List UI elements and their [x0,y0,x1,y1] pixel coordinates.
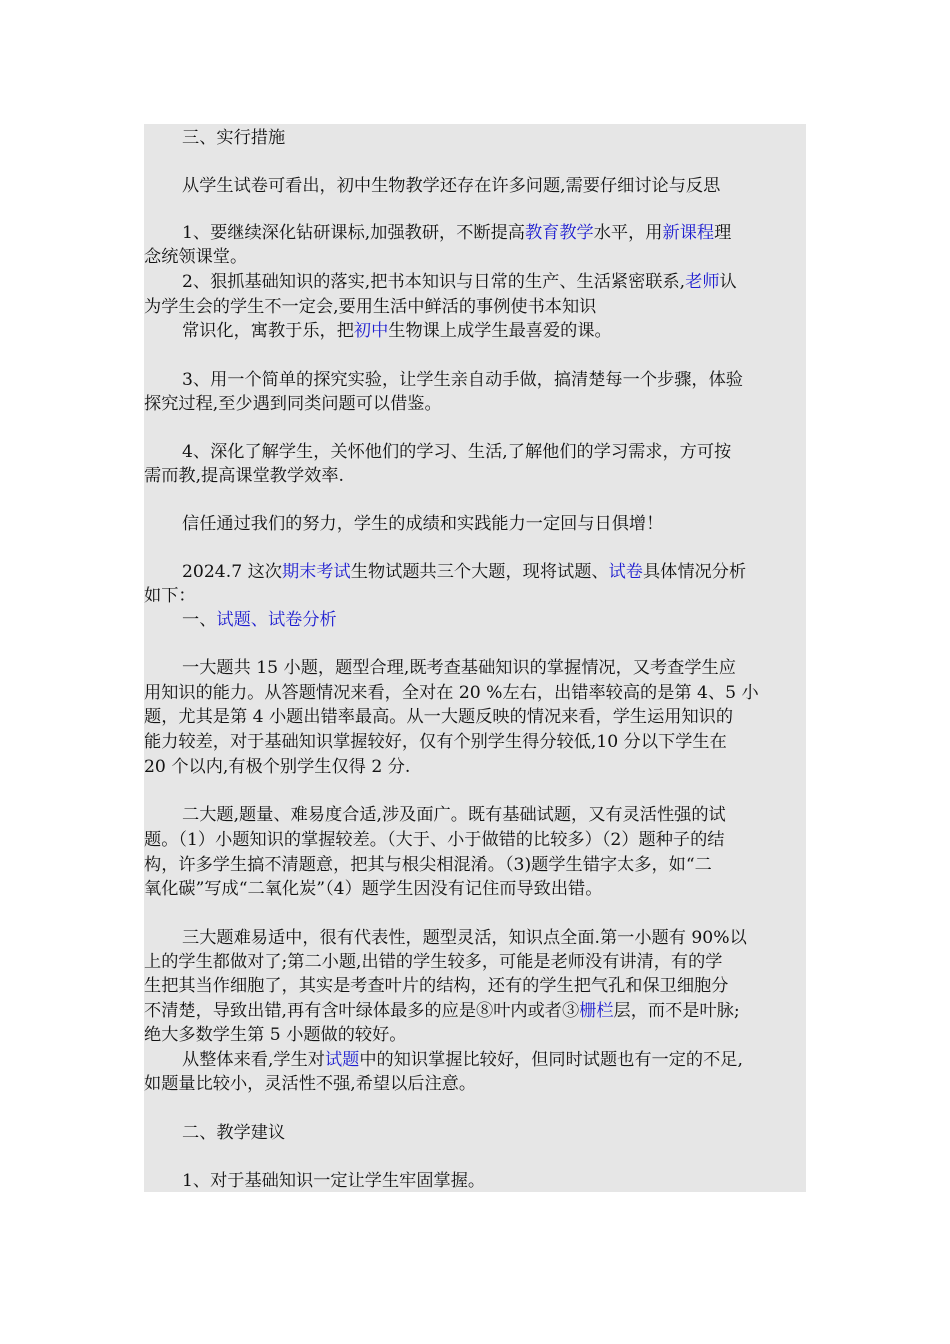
paragraph: 从整体来看,学生对试题中的知识掌握比较好，但同时试题也有一定的不足, [182,1050,743,1070]
paragraph-cont: 需而教,提高课堂教学效率. [144,466,344,486]
heading-suggestions: 二、教学建议 [182,1123,286,1143]
paragraph-cont: 20 个以内,有极个别学生仅得 2 分. [144,757,411,777]
paragraph-cont: 能力较差，对于基础知识掌握较好，仅有个别学生得分较低,10 分以下学生在 [144,732,727,752]
paragraph-cont: 用知识的能力。从答题情况来看，全对在 20 %左右，出错率较高的是第 4、5 小 [144,683,759,703]
heading-measures: 三、实行措施 [182,128,286,148]
paragraph-cont: 不清楚，导致出错,再有含叶绿体最多的应是⑧叶内或者③栅栏层，而不是叶脉; [144,1001,740,1021]
paragraph-cont: 上的学生都做对了;第二小题,出错的学生较多，可能是老师没有讲清，有的学 [144,952,723,972]
paragraph: 3、用一个简单的探究实验，让学生亲自动手做，搞清楚每一个步骤，体验 [182,370,743,390]
link-paper-analysis[interactable]: 试题、试卷分析 [216,610,337,630]
paragraph-cont: 为学生会的学生不一定会,要用生活中鲜活的事例使书本知识 [144,297,597,317]
paragraph: 1、对于基础知识一定让学生牢固掌握。 [182,1171,486,1191]
paragraph-cont: 如题量比较小，灵活性不强,希望以后注意。 [144,1074,477,1094]
link-teacher[interactable]: 老师 [685,272,720,292]
link-palisade[interactable]: 栅栏 [579,1001,614,1021]
paragraph-cont: 念统领课堂。 [144,247,248,267]
link-exam-paper[interactable]: 试卷 [608,562,643,582]
paragraph-cont: 构，许多学生搞不清题意，把其与根尖相混淆。（3)题学生错字太多，如“二 [144,855,712,875]
paragraph-cont: 探究过程,至少遇到同类问题可以借鉴。 [144,394,442,414]
link-education[interactable]: 教育教学 [524,223,594,243]
paragraph-cont: 常识化，寓教于乐，把初中生物课上成学生最喜爱的课。 [182,321,612,341]
paragraph-cont: 题，尤其是第 4 小题出错率最高。从一大题反映的情况来看，学生运用知识的 [144,707,734,727]
paragraph: 一大题共 15 小题，题型合理,既考查基础知识的掌握情况，又考查学生应 [182,658,736,678]
paragraph: 从学生试卷可看出，初中生物教学还存在许多问题,需要仔细讨论与反思 [182,176,721,196]
paragraph-cont: 如下： [144,586,196,606]
heading-analysis: 一、试题、试卷分析 [182,610,337,630]
paragraph-cont: 生把其当作细胞了，其实是考查叶片的结构，还有的学生把气孔和保卫细胞分 [144,976,729,996]
link-junior-high[interactable]: 初中 [353,321,389,341]
paragraph: 4、深化了解学生，关怀他们的学习、生活,了解他们的学习需求，方可按 [182,442,732,462]
paragraph: 2、狠抓基础知识的落实,把书本知识与日常的生产、生活紧密联系,老师认 [182,272,737,292]
link-final-exam[interactable]: 期末考试 [281,562,351,582]
paragraph: 2024.7 这次期末考试生物试题共三个大题，现将试题、试卷具体情况分析 [182,562,747,582]
paragraph-cont: 氧化碳”写成“二氧化炭”（4）题学生因没有记住而导致出错。 [144,879,603,899]
paragraph: 信任通过我们的努力，学生的成绩和实践能力一定回与日俱增！ [182,514,664,534]
paragraph: 1、要继续深化钻研课标,加强教研，不断提高教育教学水平，用新课程理 [182,223,732,243]
paragraph: 三大题难易适中，很有代表性，题型灵活，知识点全面.第一小题有 90%以 [182,928,747,948]
paragraph: 二大题,题量、难易度合适,涉及面广。既有基础试题，又有灵活性强的试 [182,805,726,825]
link-new-curriculum[interactable]: 新课程 [662,223,715,243]
link-exam-questions[interactable]: 试题 [324,1050,360,1070]
paragraph-cont: 题。（1）小题知识的掌握较差。（大于、小于做错的比较多）（2）题种子的结 [144,830,725,850]
paragraph-cont: 绝大多数学生第 5 小题做的较好。 [144,1025,407,1045]
